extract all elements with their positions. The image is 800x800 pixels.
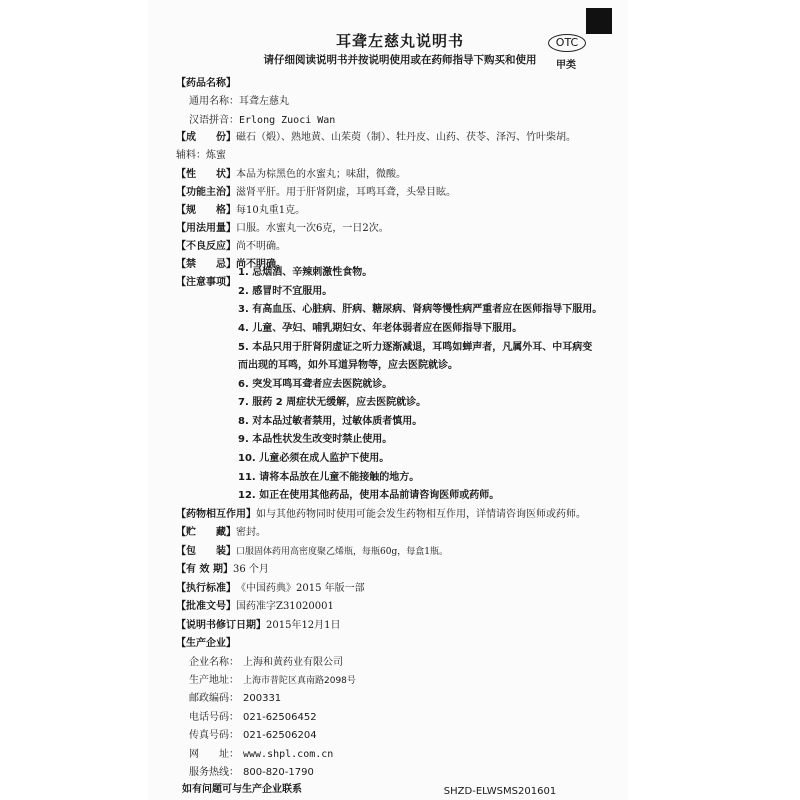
storage-label: 【贮 藏】: [176, 527, 236, 538]
precaution-item: 12. 如正在使用其他药品，使用本品前请咨询医师或药师。: [238, 490, 500, 501]
manufacturer-section: [176, 637, 236, 651]
excipient-row: [176, 149, 226, 163]
indication-value: 滋肾平肝。用于肝肾阴虚，耳鸣耳聋，头晕目眩。: [236, 187, 456, 198]
usage-label: 【用法用量】: [176, 223, 236, 234]
spec-label: 【规 格】: [176, 205, 236, 216]
contact-note: 如有问题可与生产企业联系: [182, 784, 302, 795]
website-label: 网 址：: [189, 749, 239, 760]
hotline-value: 800-820-1790: [243, 767, 314, 778]
approval-value: 国药准字Z31020001: [236, 601, 334, 612]
adverse-row: [176, 240, 286, 254]
adverse-value: 尚不明确。: [236, 241, 286, 252]
precaution-item-continued: 而出现的耳鸣，如外耳道异物等，应去医院就诊。: [238, 360, 458, 371]
pinyin-label: 汉语拼音：: [189, 115, 239, 126]
address-value: 上海市普陀区真南路2098号: [243, 676, 356, 686]
usage-row: [176, 222, 389, 236]
approval-label: 【批准文号】: [176, 601, 236, 612]
precaution-item: 3. 有高血压、心脏病、肝病、糖尿病、肾病等慢性病严重者应在医师指导下服用。: [238, 304, 603, 315]
postcode-label: 邮政编码：: [189, 693, 239, 704]
ingredients-value: 磁石（煅）、熟地黄、山茱萸（制）、牡丹皮、山药、茯苓、泽泻、竹叶柴胡。: [236, 132, 576, 143]
interaction-value: 如与其他药物同时使用可能会发生药物相互作用，详情请咨询医师或药师。: [256, 509, 586, 520]
document-subtitle: 请仔细阅读说明书并按说明使用或在药师指导下购买和使用: [263, 54, 537, 66]
manufacturer-label: 【生产企业】: [176, 638, 236, 649]
contraindication-label: 【禁 忌】: [176, 259, 236, 270]
postcode-value: 200331: [243, 693, 282, 704]
precaution-item: 11. 请将本品放在儿童不能接触的地方。: [238, 472, 420, 483]
company-name-value: 上海和黄药业有限公司: [243, 657, 343, 668]
ingredients-label: 【成 份】: [176, 132, 236, 143]
package-value: 口服固体药用高密度聚乙烯瓶，每瓶60g，每盒1瓶。: [236, 547, 448, 557]
fax-value: 021-62506204: [243, 730, 317, 741]
storage-value: 密封。: [236, 527, 266, 538]
generic-name-label: 通用名称：: [189, 96, 239, 107]
precaution-item: 1. 忌烟酒、辛辣刺激性食物。: [238, 267, 373, 278]
generic-name-value: 耳聋左慈丸: [239, 96, 289, 107]
character-row: [176, 168, 406, 182]
excipient-label: 辅料：: [176, 150, 206, 161]
standard-row: [176, 582, 365, 596]
character-label: 【性 状】: [176, 169, 236, 180]
revision-row: [176, 619, 341, 633]
usage-value: 口服。水蜜丸一次6克，一日2次。: [236, 223, 389, 234]
phone-label: 电话号码：: [189, 712, 239, 723]
precaution-item: 10. 儿童必须在成人监护下使用。: [238, 453, 390, 464]
validity-label: 【有 效 期】: [176, 564, 233, 575]
precaution-item: 9. 本品性状发生改变时禁止使用。: [238, 434, 393, 445]
phone-value: 021-62506452: [243, 712, 317, 723]
company-name-label: 企业名称：: [189, 657, 239, 668]
indication-label: 【功能主治】: [176, 187, 236, 198]
approval-row: [176, 600, 334, 614]
otc-category: 甲类: [556, 60, 576, 71]
spec-value: 每10丸重1克。: [236, 205, 306, 216]
indication-row: [176, 186, 456, 200]
interaction-label: 【药物相互作用】: [176, 509, 256, 520]
interaction-row: [176, 508, 586, 522]
precaution-item: 7. 服药 2 周症状无缓解，应去医院就诊。: [238, 397, 427, 408]
validity-row: [176, 563, 269, 577]
precaution-item: 8. 对本品过敏者禁用，过敏体质者慎用。: [238, 416, 423, 427]
standard-value: 《中国药典》2015 年版一部: [236, 583, 365, 594]
hotline-label: 服务热线：: [189, 767, 239, 778]
precaution-item: 5. 本品只用于肝肾阴虚证之听力逐渐减退，耳鸣如蝉声者，凡属外耳、中耳病变: [238, 342, 593, 353]
precaution-item: 4. 儿童、孕妇、哺乳期妇女、年老体弱者应在医师指导下服用。: [238, 323, 523, 334]
contraindication-value: 尚不明确。: [236, 259, 286, 270]
revision-value: 2015年12月1日: [266, 620, 341, 631]
document-title: 耳聋左慈丸说明书: [335, 32, 464, 50]
validity-value: 36 个月: [232, 564, 269, 575]
drug-name-label: 【药品名称】: [176, 78, 236, 89]
pinyin-value: Erlong Zuoci Wan: [239, 115, 336, 126]
precaution-item: 6. 突发耳鸣耳聋者应去医院就诊。: [238, 379, 393, 390]
generic-name-row: [189, 95, 289, 109]
website-link[interactable]: www.shpl.com.cn: [243, 749, 334, 760]
document-code: SHZD-ELWSMS201601: [443, 786, 557, 797]
adverse-label: 【不良反应】: [176, 241, 236, 252]
pinyin-row: [189, 114, 335, 128]
character-value: 本品为棕黑色的水蜜丸；味甜，微酸。: [236, 169, 406, 180]
precautions-label: 【注意事项】: [176, 277, 236, 288]
storage-row: [176, 526, 266, 540]
precautions-label-row: [176, 266, 236, 288]
package-row: [176, 545, 448, 559]
precaution-item: 2. 感冒时不宜服用。: [238, 286, 333, 297]
revision-label: 【说明书修订日期】: [176, 620, 266, 631]
standard-label: 【执行标准】: [176, 583, 236, 594]
address-label: 生产地址：: [189, 675, 239, 686]
ingredients-row: [176, 131, 576, 145]
drug-name-section: [176, 77, 236, 91]
excipient-value: 炼蜜: [206, 150, 226, 161]
spec-row: [176, 204, 305, 218]
otc-badge: OTC: [548, 34, 586, 52]
fax-label: 传真号码：: [189, 730, 239, 741]
package-label: 【包 装】: [176, 546, 236, 557]
